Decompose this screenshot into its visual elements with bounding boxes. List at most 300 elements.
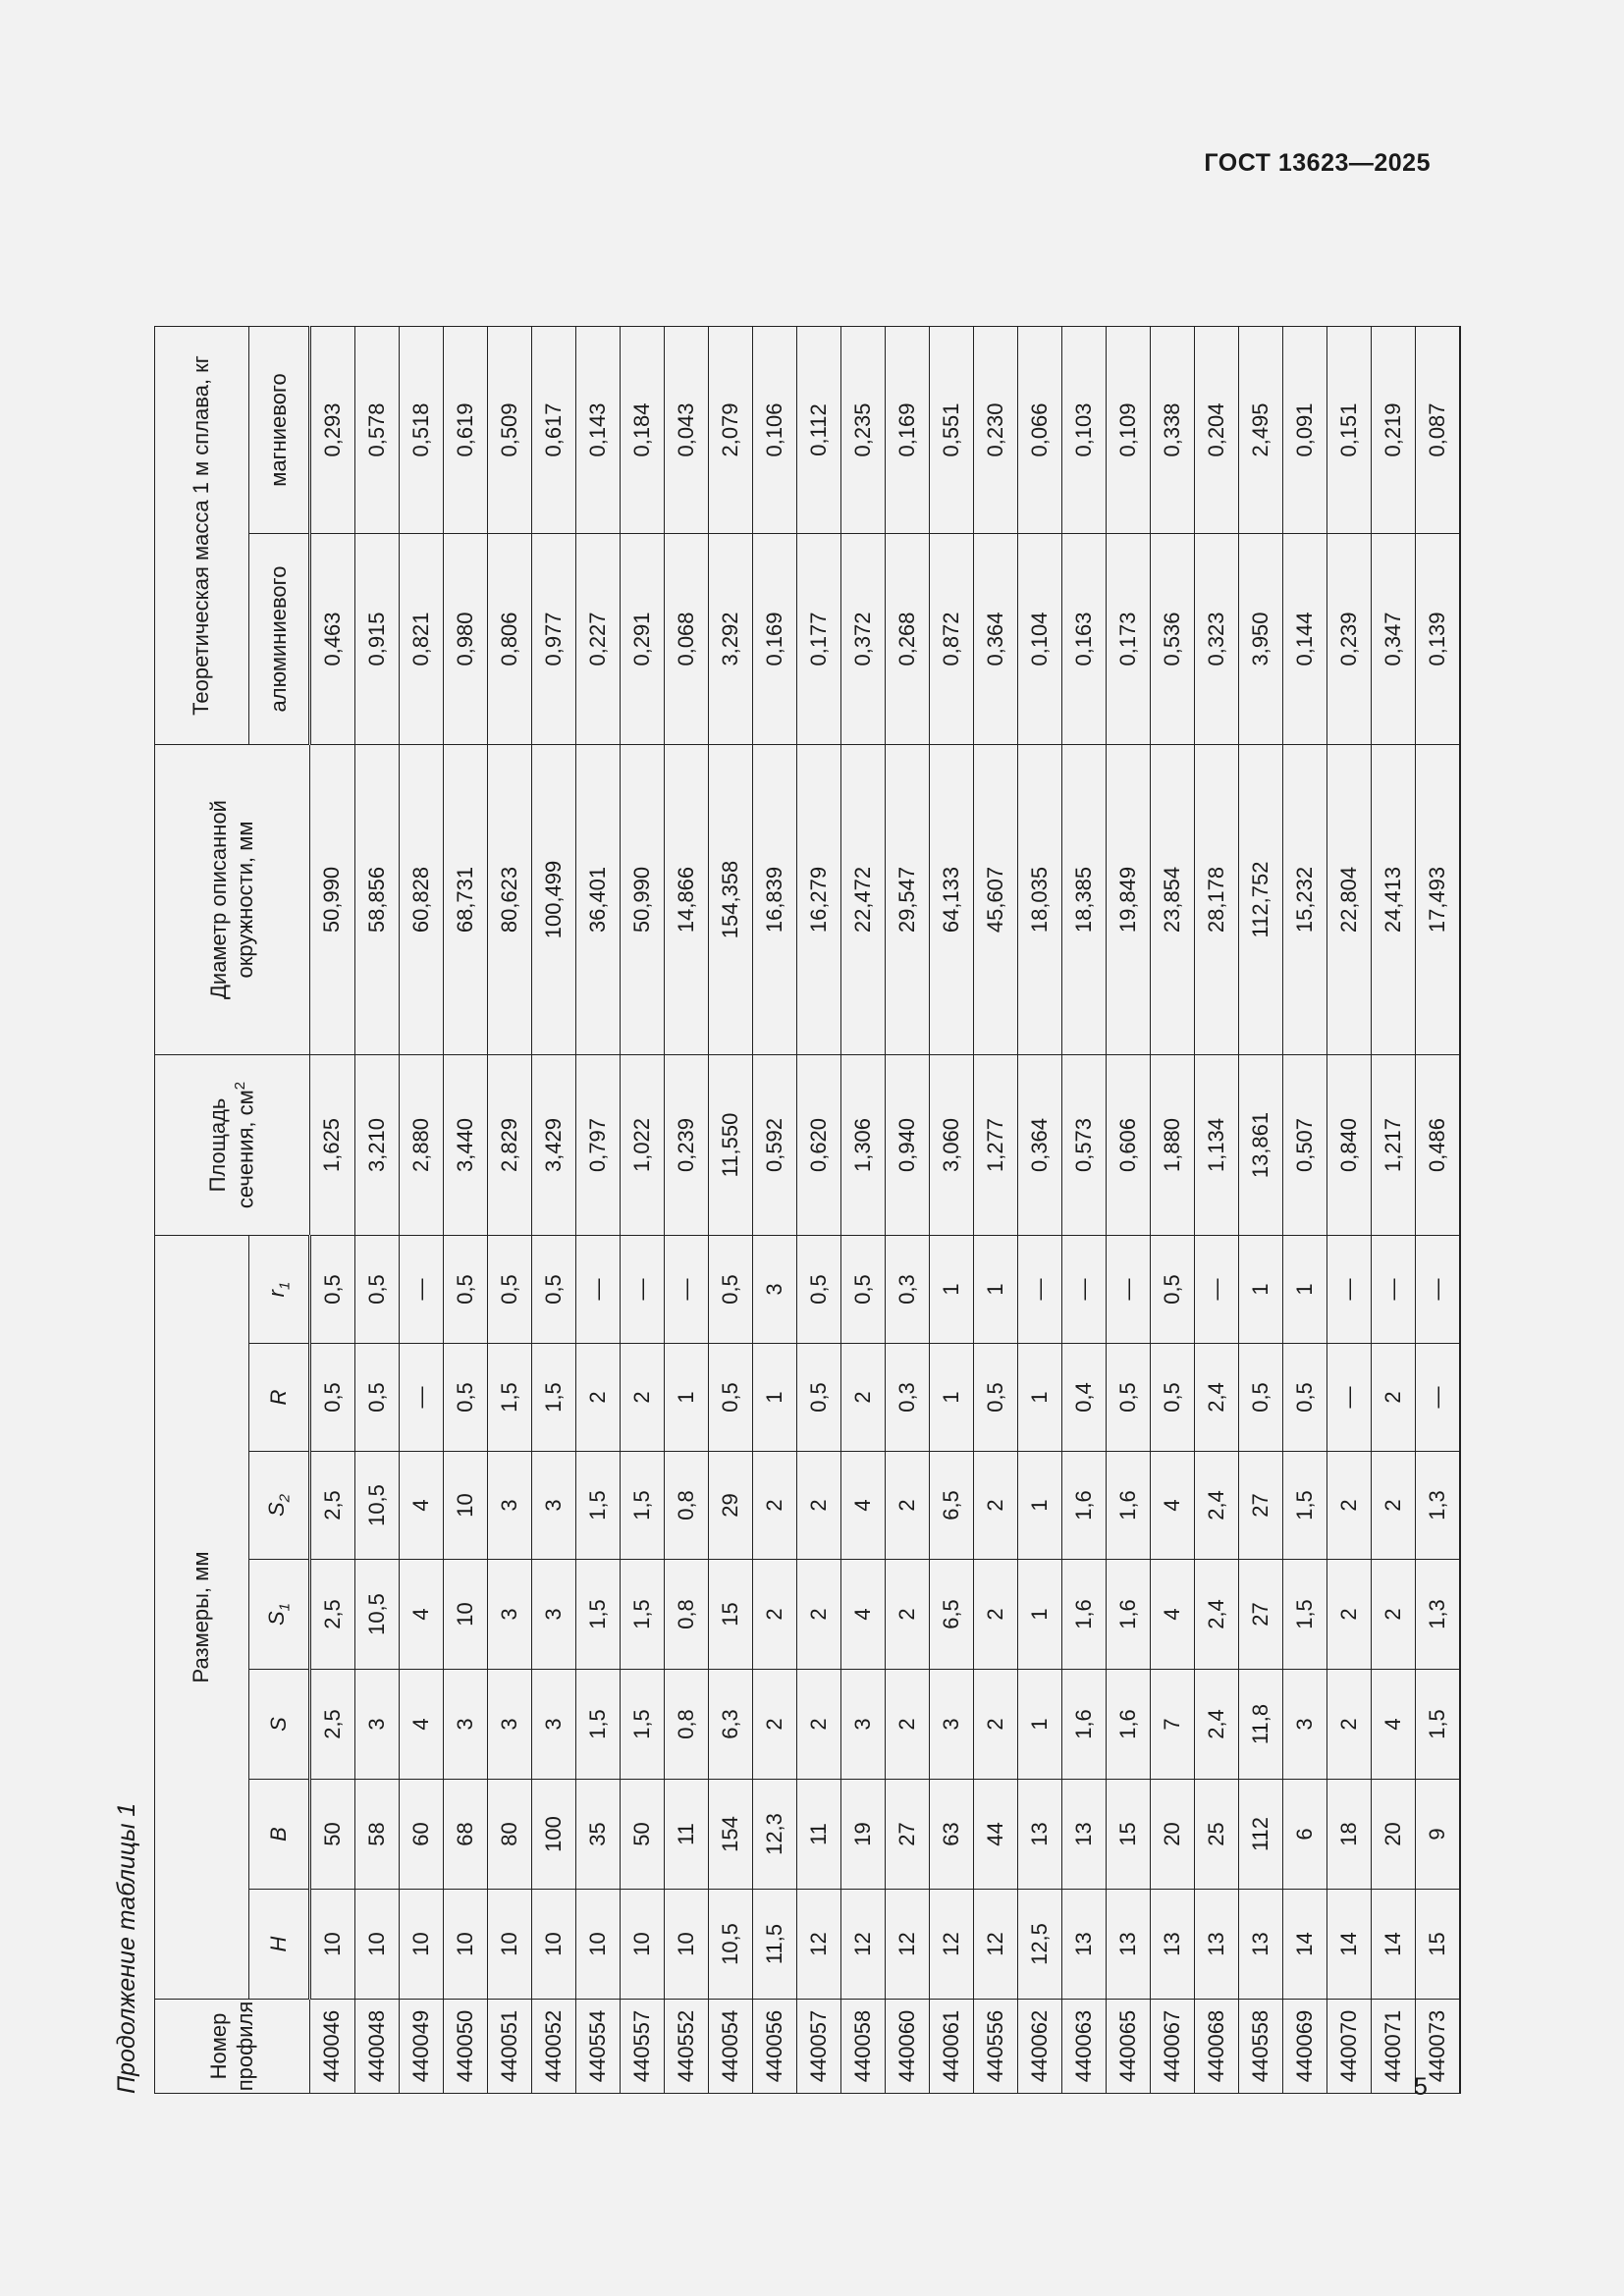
cell-area: 0,507 (1283, 1055, 1327, 1236)
cell-mass-magnesium: 2,495 (1239, 327, 1283, 534)
cell-H: 11,5 (753, 1890, 797, 2000)
cell-S1: 15 (709, 1560, 753, 1670)
cell-H: 10 (532, 1890, 576, 2000)
cell-mass-magnesium: 0,230 (974, 327, 1018, 534)
cell-B: 6 (1283, 1780, 1327, 1890)
cell-R: 2 (1372, 1344, 1416, 1452)
cell-S2: 1,5 (621, 1452, 665, 1560)
cell-B: 50 (310, 1780, 355, 1890)
cell-S: 2 (753, 1670, 797, 1780)
cell-H: 12 (841, 1890, 886, 2000)
cell-mass-magnesium: 0,103 (1062, 327, 1107, 534)
cell-mass-magnesium: 0,043 (665, 327, 709, 534)
cell-mass-magnesium: 0,106 (753, 327, 797, 534)
cell-diameter: 45,607 (974, 745, 1018, 1055)
table-row (665, 327, 709, 2094)
cell-H: 10 (621, 1890, 665, 2000)
table-row (797, 327, 841, 2094)
cell-S2: 2,4 (1195, 1452, 1239, 1560)
cell-S1: 2 (1327, 1560, 1372, 1670)
cell-S2: 2 (753, 1452, 797, 1560)
cell-H: 12 (930, 1890, 974, 2000)
cell-R: 0,5 (310, 1344, 355, 1452)
cell-diameter: 154,358 (709, 745, 753, 1055)
cell-S2: 1,3 (1416, 1452, 1461, 1560)
cell-profile-number: 440557 (621, 2000, 665, 2094)
cell-area: 2,880 (400, 1055, 444, 1236)
cell-B: 13 (1018, 1780, 1062, 1890)
cell-diameter: 18,035 (1018, 745, 1062, 1055)
cell-profile-number: 440052 (532, 2000, 576, 2094)
cell-S1: 2 (974, 1560, 1018, 1670)
cell-S1: 4 (1151, 1560, 1195, 1670)
cell-diameter: 112,752 (1239, 745, 1283, 1055)
cell-r1: — (665, 1236, 709, 1344)
cell-area: 0,239 (665, 1055, 709, 1236)
cell-mass-aluminium: 0,068 (665, 534, 709, 745)
table-row (488, 327, 532, 2094)
cell-diameter: 22,804 (1327, 745, 1372, 1055)
cell-diameter: 16,839 (753, 745, 797, 1055)
cell-S2: 2 (886, 1452, 930, 1560)
cell-mass-aluminium: 0,239 (1327, 534, 1372, 745)
cell-profile-number: 440057 (797, 2000, 841, 2094)
cell-R: 1 (1018, 1344, 1062, 1452)
cell-S: 6,3 (709, 1670, 753, 1780)
cell-mass-aluminium: 0,169 (753, 534, 797, 745)
cell-S2: 1,5 (576, 1452, 621, 1560)
cell-area: 0,592 (753, 1055, 797, 1236)
cell-H: 12 (974, 1890, 1018, 2000)
cell-mass-magnesium: 0,509 (488, 327, 532, 534)
cell-r1: 0,5 (444, 1236, 488, 1344)
cell-S1: 2 (797, 1560, 841, 1670)
cell-B: 19 (841, 1780, 886, 1890)
cell-B: 12,3 (753, 1780, 797, 1890)
table-row (576, 327, 621, 2094)
cell-mass-aluminium: 0,104 (1018, 534, 1062, 745)
cell-area: 0,364 (1018, 1055, 1062, 1236)
table-row (1327, 327, 1372, 2094)
cell-profile-number: 440070 (1327, 2000, 1372, 2094)
cell-R: 0,5 (355, 1344, 400, 1452)
cell-R: 2,4 (1195, 1344, 1239, 1452)
cell-profile-number: 440552 (665, 2000, 709, 2094)
cell-H: 12 (886, 1890, 930, 2000)
cell-profile-number: 440063 (1062, 2000, 1107, 2094)
cell-B: 15 (1107, 1780, 1151, 1890)
cell-R: 0,5 (974, 1344, 1018, 1452)
cell-profile-number: 440046 (310, 2000, 355, 2094)
header-magnesium: магниевого (249, 327, 310, 534)
cell-B: 25 (1195, 1780, 1239, 1890)
cell-diameter: 28,178 (1195, 745, 1239, 1055)
cell-S2: 4 (400, 1452, 444, 1560)
cell-S: 2 (797, 1670, 841, 1780)
cell-r1: 0,5 (310, 1236, 355, 1344)
cell-mass-aluminium: 3,292 (709, 534, 753, 745)
cell-r1: 0,5 (841, 1236, 886, 1344)
header-B: B (249, 1780, 310, 1890)
cell-H: 10 (400, 1890, 444, 2000)
cell-mass-magnesium: 0,091 (1283, 327, 1327, 534)
cell-area: 1,022 (621, 1055, 665, 1236)
cell-S: 3 (1283, 1670, 1327, 1780)
cell-B: 20 (1151, 1780, 1195, 1890)
cell-S2: 4 (1151, 1452, 1195, 1560)
cell-r1: 1 (1239, 1236, 1283, 1344)
cell-S1: 1,5 (576, 1560, 621, 1670)
cell-area: 0,620 (797, 1055, 841, 1236)
cell-diameter: 29,547 (886, 745, 930, 1055)
cell-S1: 4 (841, 1560, 886, 1670)
cell-S1: 1,5 (621, 1560, 665, 1670)
cell-mass-aluminium: 3,950 (1239, 534, 1283, 745)
cell-S2: 29 (709, 1452, 753, 1560)
cell-mass-aluminium: 0,173 (1107, 534, 1151, 745)
cell-S1: 27 (1239, 1560, 1283, 1670)
cell-H: 14 (1327, 1890, 1372, 2000)
table-row (709, 327, 753, 2094)
header-S2: $S_2$ (249, 1452, 310, 1560)
cell-r1: 0,3 (886, 1236, 930, 1344)
cell-mass-aluminium: 0,536 (1151, 534, 1195, 745)
cell-mass-magnesium: 2,079 (709, 327, 753, 534)
header-S: S (249, 1670, 310, 1780)
header-area: Площадь сечения, $см^2$ (155, 1055, 310, 1236)
cell-H: 14 (1372, 1890, 1416, 2000)
cell-diameter: 36,401 (576, 745, 621, 1055)
table-row (1239, 327, 1283, 2094)
cell-r1: — (1195, 1236, 1239, 1344)
cell-S: 11,8 (1239, 1670, 1283, 1780)
cell-S1: 3 (532, 1560, 576, 1670)
cell-H: 14 (1283, 1890, 1327, 2000)
cell-mass-aluminium: 0,806 (488, 534, 532, 745)
cell-mass-magnesium: 0,204 (1195, 327, 1239, 534)
table-row (1195, 327, 1239, 2094)
cell-B: 18 (1327, 1780, 1372, 1890)
cell-S: 1 (1018, 1670, 1062, 1780)
cell-mass-aluminium: 0,227 (576, 534, 621, 745)
table-row (1151, 327, 1195, 2094)
cell-r1: — (1062, 1236, 1107, 1344)
table-row (974, 327, 1018, 2094)
cell-diameter: 58,856 (355, 745, 400, 1055)
cell-r1: 0,5 (355, 1236, 400, 1344)
table-row (1283, 327, 1327, 2094)
cell-S2: 4 (841, 1452, 886, 1560)
cell-mass-magnesium: 0,617 (532, 327, 576, 534)
cell-diameter: 50,990 (310, 745, 355, 1055)
cell-S: 2 (886, 1670, 930, 1780)
cell-area: 1,217 (1372, 1055, 1416, 1236)
cell-S: 3 (488, 1670, 532, 1780)
cell-area: 3,429 (532, 1055, 576, 1236)
cell-R: 1 (753, 1344, 797, 1452)
header-profile-number: Номер профиля (155, 2000, 310, 2094)
cell-r1: — (1416, 1236, 1461, 1344)
cell-H: 10 (665, 1890, 709, 2000)
header-H: H (249, 1890, 310, 2000)
cell-S: 4 (400, 1670, 444, 1780)
header-diameter: Диаметр описанной окружности, мм (155, 745, 310, 1055)
cell-profile-number: 440056 (753, 2000, 797, 2094)
cell-area: 0,573 (1062, 1055, 1107, 1236)
cell-mass-aluminium: 0,139 (1416, 534, 1461, 745)
cell-S2: 27 (1239, 1452, 1283, 1560)
cell-S1: 4 (400, 1560, 444, 1670)
cell-diameter: 15,232 (1283, 745, 1327, 1055)
cell-r1: 0,5 (709, 1236, 753, 1344)
cell-B: 68 (444, 1780, 488, 1890)
cell-profile-number: 440069 (1283, 2000, 1327, 2094)
header-R: R (249, 1344, 310, 1452)
cell-S2: 6,5 (930, 1452, 974, 1560)
cell-H: 12,5 (1018, 1890, 1062, 2000)
cell-mass-magnesium: 0,338 (1151, 327, 1195, 534)
cell-B: 9 (1416, 1780, 1461, 1890)
cell-R: 0,3 (886, 1344, 930, 1452)
cell-r1: — (400, 1236, 444, 1344)
cell-mass-magnesium: 0,619 (444, 327, 488, 534)
cell-profile-number: 440068 (1195, 2000, 1239, 2094)
cell-B: 154 (709, 1780, 753, 1890)
cell-R: 2 (841, 1344, 886, 1452)
cell-profile-number: 440054 (709, 2000, 753, 2094)
cell-diameter: 16,279 (797, 745, 841, 1055)
cell-R: 1 (930, 1344, 974, 1452)
cell-profile-number: 440060 (886, 2000, 930, 2094)
page-number: 5 (1414, 2073, 1428, 2101)
cell-diameter: 100,499 (532, 745, 576, 1055)
cell-S2: 10,5 (355, 1452, 400, 1560)
cell-H: 13 (1195, 1890, 1239, 2000)
cell-S1: 1,6 (1062, 1560, 1107, 1670)
cell-mass-aluminium: 0,177 (797, 534, 841, 745)
cell-R: 0,5 (797, 1344, 841, 1452)
cell-R: 0,5 (1283, 1344, 1327, 1452)
cell-S1: 1,3 (1416, 1560, 1461, 1670)
cell-S1: 10 (444, 1560, 488, 1670)
cell-area: 0,840 (1327, 1055, 1372, 1236)
cell-B: 35 (576, 1780, 621, 1890)
cell-mass-magnesium: 0,143 (576, 327, 621, 534)
cell-H: 10,5 (709, 1890, 753, 2000)
cell-profile-number: 440554 (576, 2000, 621, 2094)
cell-profile-number: 440558 (1239, 2000, 1283, 2094)
cell-R: 0,5 (1107, 1344, 1151, 1452)
cell-S: 4 (1372, 1670, 1416, 1780)
cell-S2: 2 (1372, 1452, 1416, 1560)
cell-area: 13,861 (1239, 1055, 1283, 1236)
cell-S2: 1 (1018, 1452, 1062, 1560)
cell-S2: 3 (532, 1452, 576, 1560)
cell-S: 3 (355, 1670, 400, 1780)
table-row (444, 327, 488, 2094)
cell-S2: 2 (797, 1452, 841, 1560)
table-row (841, 327, 886, 2094)
cell-S: 1,5 (621, 1670, 665, 1780)
cell-mass-aluminium: 0,872 (930, 534, 974, 745)
profiles-table (154, 326, 1461, 2094)
cell-S: 3 (930, 1670, 974, 1780)
cell-S1: 10,5 (355, 1560, 400, 1670)
table-caption: Продолжение таблицы 1 (113, 1802, 140, 2094)
cell-H: 10 (355, 1890, 400, 2000)
cell-mass-aluminium: 0,291 (621, 534, 665, 745)
cell-S: 2,5 (310, 1670, 355, 1780)
cell-B: 112 (1239, 1780, 1283, 1890)
cell-diameter: 64,133 (930, 745, 974, 1055)
cell-area: 0,606 (1107, 1055, 1151, 1236)
cell-r1: — (576, 1236, 621, 1344)
header-dimensions: Размеры, мм (155, 1236, 249, 2000)
table-row (1018, 327, 1062, 2094)
cell-r1: 1 (974, 1236, 1018, 1344)
cell-B: 100 (532, 1780, 576, 1890)
cell-mass-magnesium: 0,151 (1327, 327, 1372, 534)
cell-area: 0,940 (886, 1055, 930, 1236)
table-row (355, 327, 400, 2094)
cell-diameter: 68,731 (444, 745, 488, 1055)
cell-profile-number: 440073 (1416, 2000, 1461, 2094)
cell-S: 0,8 (665, 1670, 709, 1780)
cell-profile-number: 440058 (841, 2000, 886, 2094)
header-r1: $r_1$ (249, 1236, 310, 1344)
cell-mass-aluminium: 0,915 (355, 534, 400, 745)
cell-S1: 1,5 (1283, 1560, 1327, 1670)
cell-H: 13 (1062, 1890, 1107, 2000)
cell-H: 10 (310, 1890, 355, 2000)
cell-diameter: 23,854 (1151, 745, 1195, 1055)
cell-profile-number: 440049 (400, 2000, 444, 2094)
cell-R: 1 (665, 1344, 709, 1452)
cell-mass-aluminium: 0,163 (1062, 534, 1107, 745)
cell-B: 20 (1372, 1780, 1416, 1890)
cell-S2: 2 (1327, 1452, 1372, 1560)
cell-B: 11 (797, 1780, 841, 1890)
table-row (753, 327, 797, 2094)
cell-S1: 2,4 (1195, 1560, 1239, 1670)
cell-mass-magnesium: 0,066 (1018, 327, 1062, 534)
cell-mass-aluminium: 0,980 (444, 534, 488, 745)
cell-diameter: 22,472 (841, 745, 886, 1055)
cell-S1: 6,5 (930, 1560, 974, 1670)
cell-R: 1,5 (532, 1344, 576, 1452)
cell-S2: 1,6 (1062, 1452, 1107, 1560)
cell-R: — (400, 1344, 444, 1452)
rotated-table-area (108, 229, 1449, 2094)
cell-S2: 2 (974, 1452, 1018, 1560)
cell-mass-aluminium: 0,268 (886, 534, 930, 745)
cell-H: 13 (1239, 1890, 1283, 2000)
cell-r1: 0,5 (488, 1236, 532, 1344)
cell-mass-magnesium: 0,518 (400, 327, 444, 534)
table-row (310, 327, 355, 2094)
cell-r1: 0,5 (797, 1236, 841, 1344)
cell-area: 0,797 (576, 1055, 621, 1236)
table-row (1107, 327, 1151, 2094)
cell-mass-aluminium: 0,144 (1283, 534, 1327, 745)
cell-S: 1,6 (1107, 1670, 1151, 1780)
cell-r1: 3 (753, 1236, 797, 1344)
cell-area: 0,486 (1416, 1055, 1461, 1236)
cell-profile-number: 440071 (1372, 2000, 1416, 2094)
cell-mass-magnesium: 0,184 (621, 327, 665, 534)
cell-S2: 1,5 (1283, 1452, 1327, 1560)
cell-S2: 3 (488, 1452, 532, 1560)
cell-diameter: 19,849 (1107, 745, 1151, 1055)
cell-R: 2 (621, 1344, 665, 1452)
cell-S1: 2,5 (310, 1560, 355, 1670)
cell-S: 3 (444, 1670, 488, 1780)
cell-H: 13 (1151, 1890, 1195, 2000)
cell-diameter: 18,385 (1062, 745, 1107, 1055)
cell-R: — (1327, 1344, 1372, 1452)
cell-r1: — (1107, 1236, 1151, 1344)
cell-mass-aluminium: 0,347 (1372, 534, 1416, 745)
cell-area: 2,829 (488, 1055, 532, 1236)
cell-S1: 2 (753, 1560, 797, 1670)
cell-S1: 3 (488, 1560, 532, 1670)
cell-profile-number: 440556 (974, 2000, 1018, 2094)
cell-area: 1,306 (841, 1055, 886, 1236)
cell-S: 2 (1327, 1670, 1372, 1780)
cell-diameter: 50,990 (621, 745, 665, 1055)
cell-S2: 1,6 (1107, 1452, 1151, 1560)
cell-B: 13 (1062, 1780, 1107, 1890)
cell-B: 50 (621, 1780, 665, 1890)
cell-diameter: 80,623 (488, 745, 532, 1055)
cell-diameter: 14,866 (665, 745, 709, 1055)
header-theoretical-mass: Теоретическая масса 1 м сплава, кг (155, 327, 249, 745)
cell-area: 3,210 (355, 1055, 400, 1236)
cell-H: 15 (1416, 1890, 1461, 2000)
cell-mass-aluminium: 0,323 (1195, 534, 1239, 745)
header-aluminium: алюминиевого (249, 534, 310, 745)
cell-S1: 2 (1372, 1560, 1416, 1670)
cell-R: — (1416, 1344, 1461, 1452)
cell-S: 3 (841, 1670, 886, 1780)
table-row (532, 327, 576, 2094)
cell-area: 3,060 (930, 1055, 974, 1236)
cell-profile-number: 440065 (1107, 2000, 1151, 2094)
cell-S2: 2,5 (310, 1452, 355, 1560)
table-row (886, 327, 930, 2094)
cell-r1: — (621, 1236, 665, 1344)
cell-B: 44 (974, 1780, 1018, 1890)
cell-profile-number: 440051 (488, 2000, 532, 2094)
cell-mass-magnesium: 0,109 (1107, 327, 1151, 534)
cell-S2: 10 (444, 1452, 488, 1560)
cell-area: 1,625 (310, 1055, 355, 1236)
cell-S1: 1 (1018, 1560, 1062, 1670)
cell-diameter: 17,493 (1416, 745, 1461, 1055)
table-row (930, 327, 974, 2094)
cell-R: 0,4 (1062, 1344, 1107, 1452)
cell-R: 1,5 (488, 1344, 532, 1452)
cell-S1: 1,6 (1107, 1560, 1151, 1670)
cell-mass-magnesium: 0,169 (886, 327, 930, 534)
cell-S1: 2 (886, 1560, 930, 1670)
cell-B: 27 (886, 1780, 930, 1890)
cell-area: 11,550 (709, 1055, 753, 1236)
cell-area: 3,440 (444, 1055, 488, 1236)
cell-R: 0,5 (1151, 1344, 1195, 1452)
cell-mass-aluminium: 0,364 (974, 534, 1018, 745)
cell-r1: — (1327, 1236, 1372, 1344)
